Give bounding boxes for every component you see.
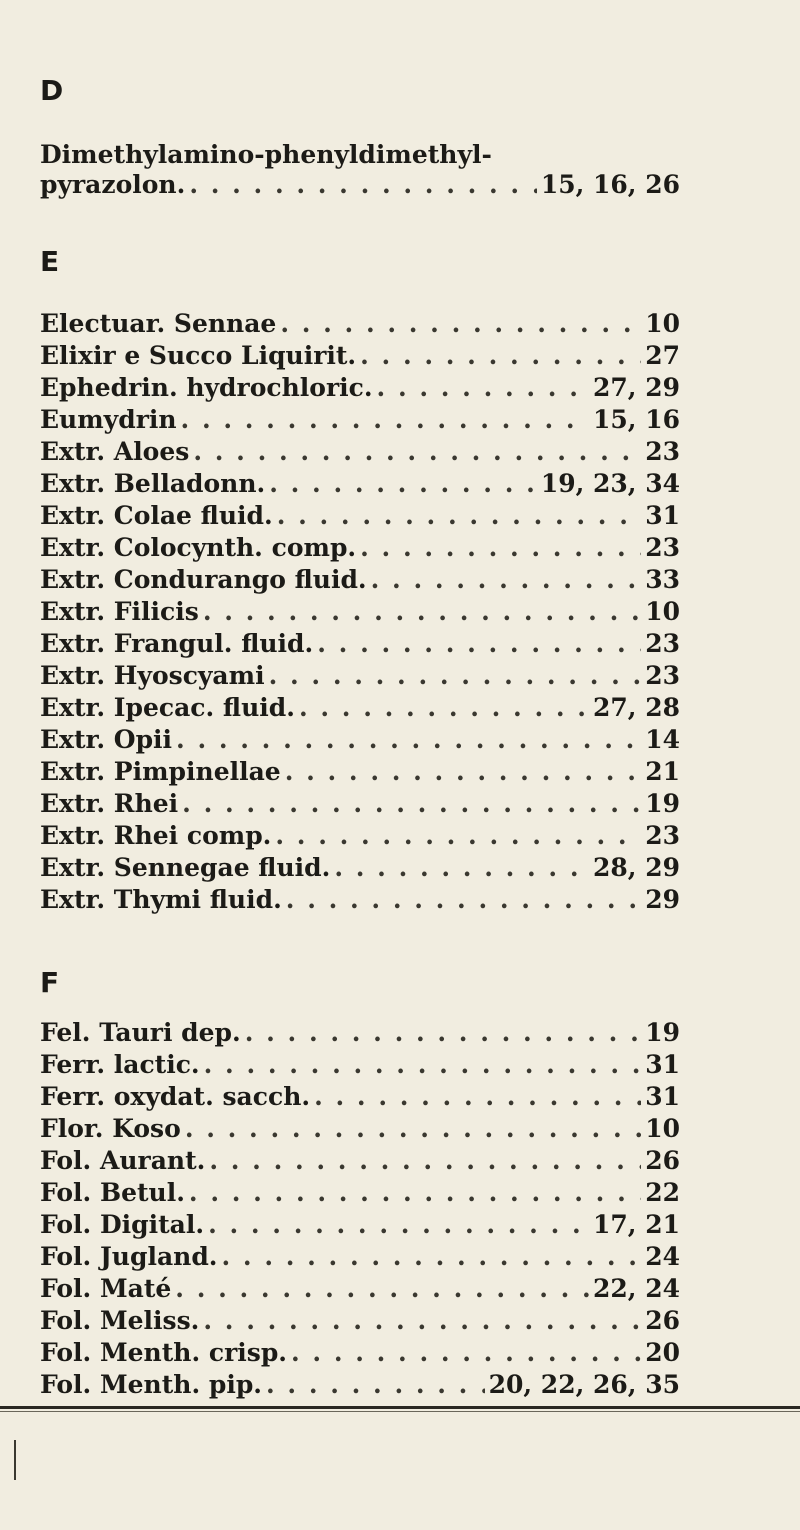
index-entry <box>40 725 680 755</box>
dot-leader <box>269 469 537 499</box>
index-entry <box>40 885 680 915</box>
index-term: Flor. Koso <box>40 1114 181 1143</box>
index-term: Extr. Thymi fluid. <box>40 885 282 914</box>
dot-leader <box>222 1242 642 1272</box>
dot-leader <box>193 437 641 467</box>
page-refs: 26 <box>645 1146 680 1175</box>
dot-leader <box>208 1210 589 1240</box>
index-entry <box>40 629 680 659</box>
index-term: Ephedrin. hydrochloric. <box>40 373 373 402</box>
page-refs: 22, 24 <box>593 1274 680 1303</box>
index-entry <box>40 373 680 403</box>
index-term: Fol. Menth. pip. <box>40 1370 263 1399</box>
dot-leader <box>286 885 641 915</box>
index-entry <box>40 1114 680 1144</box>
index-term: Elixir e Succo Liquirit. <box>40 341 357 370</box>
dot-leader <box>371 565 642 595</box>
index-term: Extr. Frangul. fluid. <box>40 629 314 658</box>
index-term: Fol. Meliss. <box>40 1306 200 1335</box>
page-refs: 27, 28 <box>593 693 680 722</box>
index-term: Extr. Ipecac. fluid. <box>40 693 295 722</box>
dot-leader <box>377 373 589 403</box>
page-refs: 21 <box>645 757 680 786</box>
index-entry <box>40 597 680 627</box>
index-term: Fol. Aurant. <box>40 1146 206 1175</box>
index-entry <box>40 170 680 200</box>
dot-leader <box>299 693 589 723</box>
dot-leader <box>181 405 589 435</box>
dot-leader <box>314 1082 641 1112</box>
page-refs: 19 <box>645 1018 680 1047</box>
page-refs: 19, 23, 34 <box>540 469 680 498</box>
index-entry <box>40 693 680 723</box>
index-term: Fol. Digital. <box>40 1210 205 1239</box>
page-refs: 26 <box>645 1306 680 1335</box>
page-refs: 10 <box>645 309 680 338</box>
index-entry <box>40 1242 680 1272</box>
dot-leader <box>275 821 641 851</box>
index-term: Extr. Belladonn. <box>40 469 266 498</box>
index-entry <box>40 1338 680 1368</box>
index-term: Electuar. Sennae <box>40 309 277 338</box>
page-refs: 15, 16, 26 <box>540 170 680 199</box>
dot-leader <box>203 597 641 627</box>
index-entry <box>40 341 680 371</box>
dot-leader <box>291 1338 641 1368</box>
index-term: Extr. Rhei <box>40 789 179 818</box>
index-entry <box>40 1370 680 1400</box>
page-refs: 31 <box>645 1050 680 1079</box>
index-term: Extr. Colocynth. comp. <box>40 533 357 562</box>
page-refs: 15, 16 <box>593 405 680 434</box>
page-refs: 10 <box>645 597 680 626</box>
bottom-rule-thin <box>0 1411 800 1412</box>
page-refs: 17, 21 <box>593 1210 680 1239</box>
dot-leader <box>176 725 641 755</box>
index-term: Extr. Sennegae fluid. <box>40 853 331 882</box>
page-refs: 14 <box>645 725 680 754</box>
page-refs: 31 <box>645 1082 680 1111</box>
dot-leader <box>182 789 641 819</box>
dot-leader <box>204 1050 642 1080</box>
index-term: Fol. Betul. <box>40 1178 185 1207</box>
index-entry <box>40 1274 680 1304</box>
dot-leader <box>277 501 642 531</box>
index-term: Extr. Opii <box>40 725 173 754</box>
dot-leader <box>360 533 641 563</box>
dot-leader <box>317 629 641 659</box>
dot-leader <box>203 1306 641 1336</box>
dot-leader <box>280 309 641 339</box>
page-refs: 27, 29 <box>593 373 680 402</box>
index-entry <box>40 821 680 851</box>
page-refs: 20 <box>645 1338 680 1367</box>
index-entry <box>40 405 680 435</box>
index-term: Extr. Hyoscyami <box>40 661 265 690</box>
index-term: Ferr. oxydat. sacch. <box>40 1082 311 1111</box>
dot-leader <box>185 1114 641 1144</box>
index-term: Extr. Colae fluid. <box>40 501 273 530</box>
page-refs: 23 <box>645 533 680 562</box>
page-refs: 28, 29 <box>593 853 680 882</box>
dot-leader <box>334 853 589 883</box>
section-letter-e: E <box>40 245 60 278</box>
index-term: Extr. Filicis <box>40 597 199 626</box>
index-entry <box>40 533 680 563</box>
index-term: Fel. Tauri dep. <box>40 1018 241 1047</box>
page-refs: 19 <box>645 789 680 818</box>
page-refs: 33 <box>645 565 680 594</box>
page-refs: 23 <box>645 629 680 658</box>
index-term: Ferr. lactic. <box>40 1050 200 1079</box>
dot-leader <box>189 1178 641 1208</box>
index-entry <box>40 501 680 531</box>
index-term: Fol. Maté <box>40 1274 172 1303</box>
index-term: Extr. Pimpinellae <box>40 757 281 786</box>
dot-leader <box>175 1274 589 1304</box>
dot-leader <box>209 1146 641 1176</box>
index-entry <box>40 661 680 691</box>
page-refs: 22 <box>645 1178 680 1207</box>
index-term: Fol. Menth. crisp. <box>40 1338 287 1367</box>
page-edge-mark <box>14 1440 16 1480</box>
index-entry <box>40 1210 680 1240</box>
index-term: Eumydrin <box>40 405 177 434</box>
index-term: Fol. Jugland. <box>40 1242 218 1271</box>
index-entry <box>40 757 680 787</box>
index-term: Extr. Rhei comp. <box>40 821 272 850</box>
page-refs: 20, 22, 26, 35 <box>488 1370 680 1399</box>
dot-leader <box>266 1370 485 1400</box>
dot-leader <box>269 661 642 691</box>
index-term: pyrazolon. <box>40 170 186 199</box>
page-refs: 31 <box>645 501 680 530</box>
index-entry <box>40 1146 680 1176</box>
index-entry <box>40 1082 680 1112</box>
page-refs: 23 <box>645 821 680 850</box>
index-entry <box>40 853 680 883</box>
index-entry <box>40 469 680 499</box>
index-entry <box>40 437 680 467</box>
page-refs: 23 <box>645 437 680 466</box>
index-entry <box>40 1178 680 1208</box>
dot-leader <box>245 1018 641 1048</box>
index-term-continued: Dimethylamino-phenyldimethyl- <box>40 140 492 169</box>
index-entry <box>40 789 680 819</box>
index-entry <box>40 1018 680 1048</box>
bottom-rule <box>0 1406 800 1409</box>
dot-leader <box>360 341 641 371</box>
index-term: Extr. Aloes <box>40 437 190 466</box>
page-refs: 27 <box>645 341 680 370</box>
page-refs: 24 <box>645 1242 680 1271</box>
index-entry <box>40 1050 680 1080</box>
section-letter-d: D <box>40 74 64 107</box>
section-letter-f: F <box>40 966 60 999</box>
page-refs: 10 <box>645 1114 680 1143</box>
index-entry <box>40 309 680 339</box>
page-refs: 23 <box>645 661 680 690</box>
page-refs: 29 <box>645 885 680 914</box>
index-term: Extr. Condurango fluid. <box>40 565 367 594</box>
dot-leader <box>285 757 642 787</box>
dot-leader <box>189 170 537 200</box>
index-entry <box>40 565 680 595</box>
index-entry <box>40 1306 680 1336</box>
